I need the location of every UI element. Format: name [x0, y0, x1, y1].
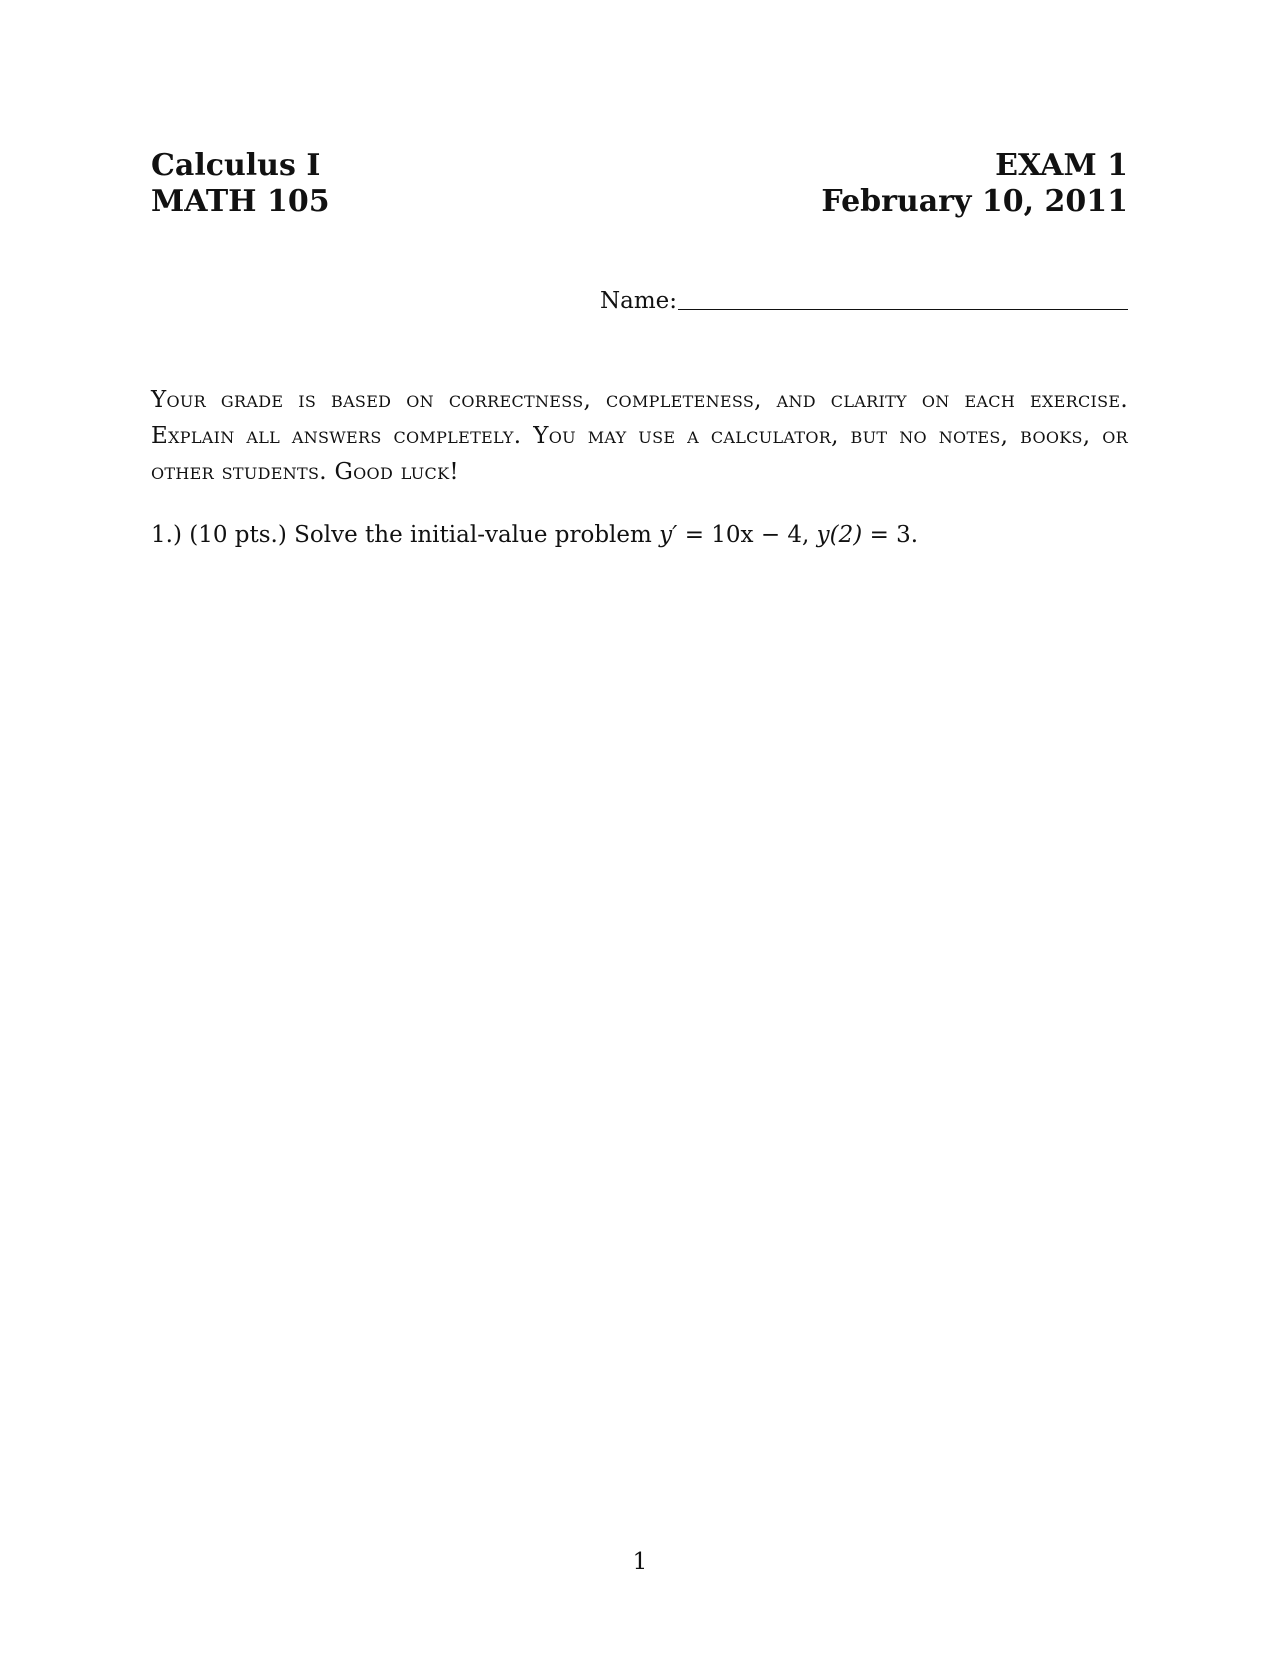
exam-instructions: Your grade is based on correctness, completeness, and clarity on each exercise. Explain all answers completely. You may use a calculator, but no notes, books, or other students. Good luck! [151, 387, 1128, 485]
problem-text: Solve the initial-value problem [294, 522, 652, 548]
course-code: MATH 105 [151, 184, 330, 219]
condition-lhs: y(2) [816, 522, 863, 548]
name-blank-line[interactable] [678, 309, 1128, 310]
exam-title: EXAM 1 [995, 148, 1128, 183]
equation-rhs: = 10x − 4, [684, 522, 810, 548]
exam-info [821, 148, 1128, 220]
problem-points: (10 pts.) [189, 522, 287, 548]
course-info [151, 148, 330, 220]
page-number: 1 [632, 1549, 648, 1575]
exam-header [151, 148, 1128, 228]
name-label: Name: [600, 288, 678, 314]
name-field [600, 287, 1128, 317]
equation-lhs: y′ [659, 522, 678, 548]
course-title: Calculus I [151, 148, 321, 183]
condition-rhs: = 3. [869, 522, 919, 548]
problem-1 [151, 520, 1128, 550]
exam-date: February 10, 2011 [821, 184, 1128, 219]
problem-number: 1.) [151, 522, 182, 548]
